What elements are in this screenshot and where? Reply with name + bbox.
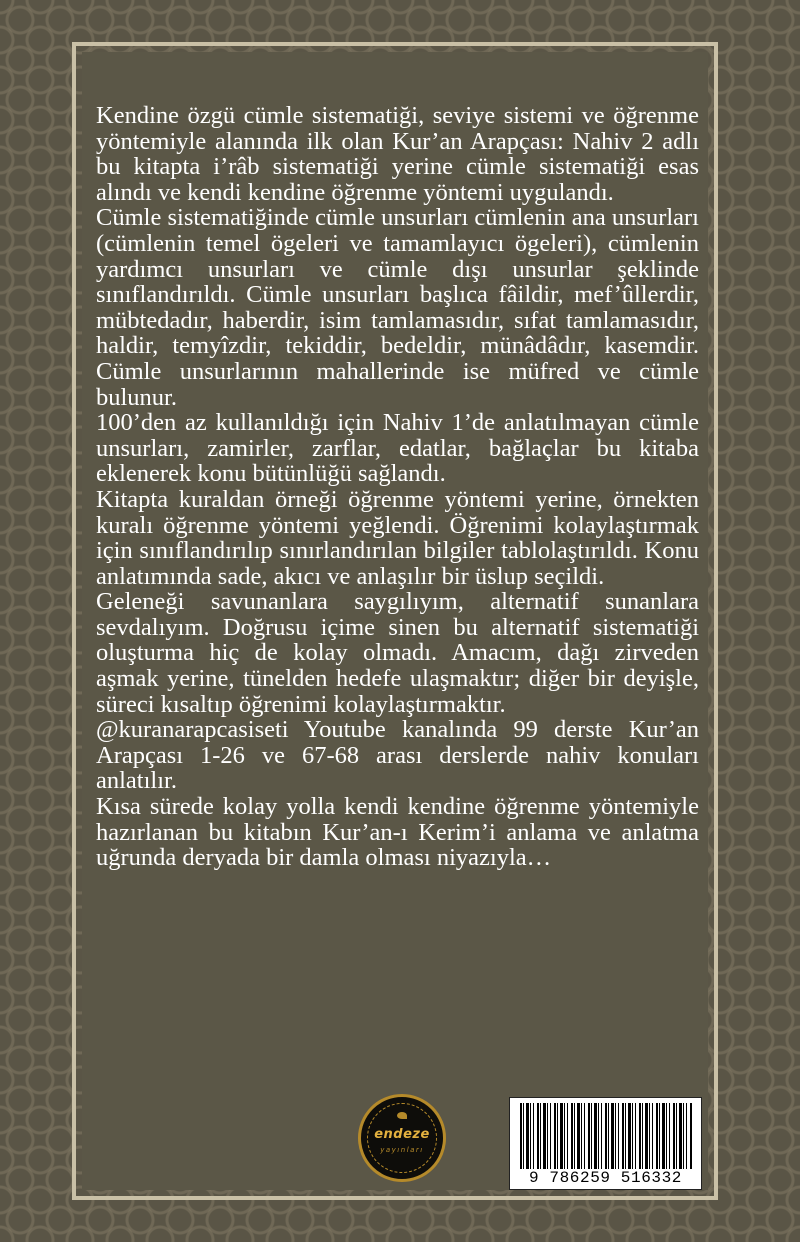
- paragraph-sentence-system: Cümle sistematiğinde cümle unsurları cümlenin ana unsurları (cümlenin temel ögeleri ve tamamlayıcı ögeleri), cümlenin yardımcı unsurları ve cümle dışı unsurlar şeklinde sınıflandırıldı. Cümle unsurları başlıca fâildir, mef’ûllerdir, mübtedadır, haberdir, isim tamlamasıdır, sıfat tamlamasıdır, haldir, temyîzdir, tekiddir, bedeldir, münâdâdır, kasemdir. Cümle unsurlarının mahallerinde ise müfred ve cümle bulunur.: [96, 204, 699, 411]
- publisher-subtitle: yayınları: [380, 1146, 424, 1154]
- paragraph-intro: Kendine özgü cümle sistematiği, seviye sistemi ve öğrenme yöntemiyle alanında ilk olan Kur’an Arapçası: Nahiv 2 adlı bu kitapta i’râb sistematiği yerine cümle sistematiği esas alındı ve kendi kendine öğrenme yöntemi uygulandı.: [96, 102, 699, 206]
- paragraph-additions: 100’den az kullanıldığı için Nahiv 1’de anlatılmayan cümle unsurları, zamirler, zarflar, edatlar, bağlaçlar bu kitaba eklenerek konu bütünlüğü sağlandı.: [96, 409, 699, 488]
- paragraph-closing: Kısa sürede kolay yolla kendi kendine öğrenme yöntemiyle hazırlanan bu kitabın Kur’an-ı Kerim’i anlama ve anlatma uğrunda deryada bir damla olması niyazıyla…: [96, 793, 699, 872]
- publisher-logo: [358, 1094, 446, 1182]
- paragraph-author-note: Geleneği savunanlara saygılıyım, alternatif sunanlara sevdalıyım. Doğrusu içime sinen bu alternatif sistematiği oluşturma hiç de kolay olmadı. Amacım, dağı zirveden aşmak yerine, tünelden hedefe ulaşmaktır; diğer bir deyişle, süreci kısaltıp öğrenimi kolaylaştırmaktır.: [96, 588, 699, 718]
- back-cover-text: [96, 103, 699, 871]
- isbn-barcode: [509, 1097, 702, 1190]
- publisher-name: endeze: [374, 1127, 430, 1142]
- barcode-bars: [520, 1103, 693, 1169]
- leaf-icon: [397, 1112, 407, 1119]
- paragraph-method: Kitapta kuraldan örneği öğrenme yöntemi yerine, örnekten kuralı öğrenme yöntemi yeğlendi. Öğrenimi kolaylaştırmak için sınıflandırılıp sınırlandırılan bilgiler tablolaştırıldı. Konu anlatımında sade, akıcı ve anlaşılır bir üslup seçildi.: [96, 485, 699, 590]
- isbn-number: 9 786259 516332: [528, 1169, 683, 1187]
- paragraph-youtube: @kuranarapcasiseti Youtube kanalında 99 derste Kur’an Arapçası 1-26 ve 67-68 arası derslerde nahiv konuları anlatılır.: [96, 716, 699, 795]
